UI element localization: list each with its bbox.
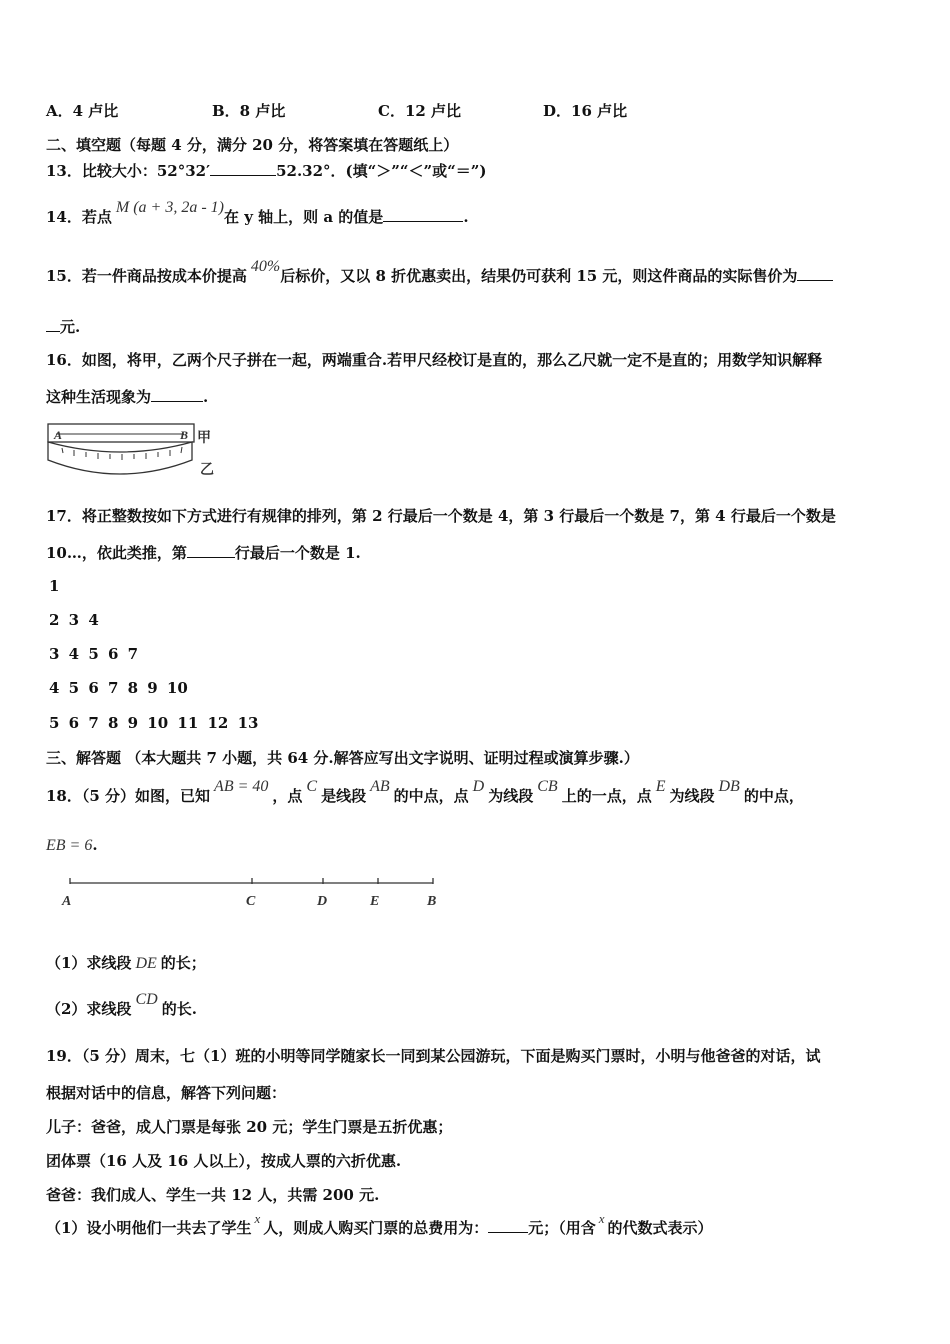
question-19-line2: 根据对话中的信息，解答下列问题： [46,1084,287,1102]
q18-math-d: D [472,778,485,795]
number-row-1: 1 [49,577,60,595]
q18-sub1-prefix: （1）求线段 [46,954,132,972]
q18-sub2-prefix: （2）求线段 [46,1000,132,1018]
q14-middle: 在 y 轴上，则 a 的值是 [223,208,384,226]
question-17-line1: 17．将正整数按如下方式进行有规律的排列，第 2 行最后一个数是 4，第 3 行最后一个数是 7，第 4 行最后一个数是 [46,507,836,525]
question-19-line1: 19．（5 分）周末，七（1）班的小明等同学随家长一同到某公园游玩，下面是购买门票时，小明与他爸爸的对话，试 [46,1047,821,1065]
q18-sub2 [46,991,197,1021]
q13-prefix: 13．比较大小：52°32′ [46,162,211,180]
q18-math-e: E [655,778,666,795]
q15-cont: 元. [60,318,81,336]
q18-math-db: DB [718,778,740,795]
q14-end: . [463,208,469,226]
ruler-jia [48,424,194,442]
q14-answer-blank[interactable] [383,207,463,222]
q18-text-5: 为线段 [488,787,534,805]
number-row-4: 4 5 6 7 8 9 10 [49,679,188,697]
question-18 [46,778,804,808]
q18-math-eb-6: EB = 6 [46,837,93,854]
q14-point-formula: M (a + 3, 2a - 1) [115,199,224,216]
q16-answer-blank[interactable] [151,387,203,402]
question-14 [46,199,469,229]
q18-math-cb: CB [537,778,558,795]
q17-line2-end: 行最后一个数是 1. [234,544,361,562]
q19-sub1-after: 元；（用含 [528,1219,596,1237]
q19-sub1-math-x1: x [254,1211,261,1226]
q18-text-8: 的中点， [743,787,804,805]
q15-prefix: 15．若一件商品按成本价提高 [46,267,247,285]
ruler-label-yi: 乙 [200,462,214,478]
option-c: C．12 卢比 [378,102,462,120]
q19-sub1-mid: 人，则成人购买门票的总费用为： [263,1219,489,1237]
q19-sub1-answer-blank[interactable] [488,1218,528,1233]
q18-text-3: 是线段 [321,787,367,805]
q18-math-c: C [306,778,318,795]
q19-sub1 [46,1211,713,1240]
section3-heading: 三、解答题 （本大题共 7 小题，共 64 分.解答应写出文字说明、证明过程或演算步骤.） [46,749,639,767]
point-label-e: E [370,894,380,909]
question-19-line4: 团体票（16 人及 16 人以上），按成人票的六折优惠. [46,1152,402,1170]
q16-line2-end: . [203,388,209,406]
q19-sub1-math-x2: x [598,1211,605,1226]
q18-text-2: ，点 [272,787,303,805]
point-label-d: D [317,894,328,909]
point-label-c: C [246,894,256,909]
q18-text-9: . [92,836,98,854]
point-label-a: A [62,894,72,909]
option-d: D．16 卢比 [543,102,628,120]
ruler-label-jia: 甲 [197,430,211,446]
question-16-line1: 16．如图，将甲，乙两个尺子拼在一起，两端重合.若甲尺经校订是直的，那么乙尺就一定不是直的；用数学知识解释 [46,351,823,369]
question-13 [46,160,487,182]
question-16-line2 [46,386,208,408]
section2-heading: 二、填空题（每题 4 分，满分 20 分，将答案填在答题纸上） [46,136,459,154]
q18-text-1: 18．（5 分）如图，已知 [46,787,211,805]
point-label-b: B [427,894,437,909]
question-19-line5: 爸爸：我们成人、学生一共 12 人，共需 200 元. [46,1186,380,1204]
ruler-label-b: B [180,428,189,442]
q18-text-6: 上的一点，点 [561,787,652,805]
q18-text-4: 的中点，点 [393,787,469,805]
q19-sub1-end: 的代数式表示） [607,1219,713,1237]
question-19-line3: 儿子：爸爸，成人门票是每张 20 元；学生门票是五折优惠； [46,1118,453,1136]
q15-middle: 后标价，又以 8 折优惠卖出，结果仍可获利 15 元，则这件商品的实际售价为 [280,267,798,285]
question-17-line2 [46,542,361,564]
q18-math-ab: AB [370,778,390,795]
q18-sub1 [46,952,206,975]
number-row-3: 3 4 5 6 7 [49,645,139,663]
q18-sub2-end: 的长. [161,1000,197,1018]
q18-sub1-end: 的长； [160,954,206,972]
ruler-label-a: A [54,428,63,442]
q13-middle: 52.32°．(填“＞”“＜”或“＝”) [276,162,487,180]
q16-line2-prefix: 这种生活现象为 [46,388,152,406]
q19-sub1-prefix: （1）设小明他们一共去了学生 [46,1219,252,1237]
number-row-2: 2 3 4 [49,611,99,629]
segment-figure [56,872,456,914]
q13-answer-blank[interactable] [210,161,276,176]
q15-answer-blank-part1[interactable] [797,266,833,281]
q17-line2-prefix: 10…，依此类推，第 [46,544,187,562]
number-row-5: 5 6 7 8 9 10 11 12 13 [49,714,259,732]
q18-text-7: 为线段 [669,787,715,805]
q14-prefix: 14．若点 [46,208,112,226]
q18-sub1-math-de: DE [135,955,157,972]
option-a: A．4 卢比 [46,102,119,120]
option-b: B．8 卢比 [212,102,286,120]
rulers-figure [44,418,224,482]
ruler-yi [48,442,192,474]
question-15 [46,258,833,288]
q18-math-ab-40: AB = 40 [214,778,269,795]
q17-answer-blank[interactable] [187,543,235,558]
question-15-cont [46,316,80,338]
question-18-cont [46,834,98,857]
q15-percent: 40% [250,258,281,275]
q15-answer-blank-part2[interactable] [46,317,60,332]
q18-sub2-math-cd: CD [135,991,158,1008]
